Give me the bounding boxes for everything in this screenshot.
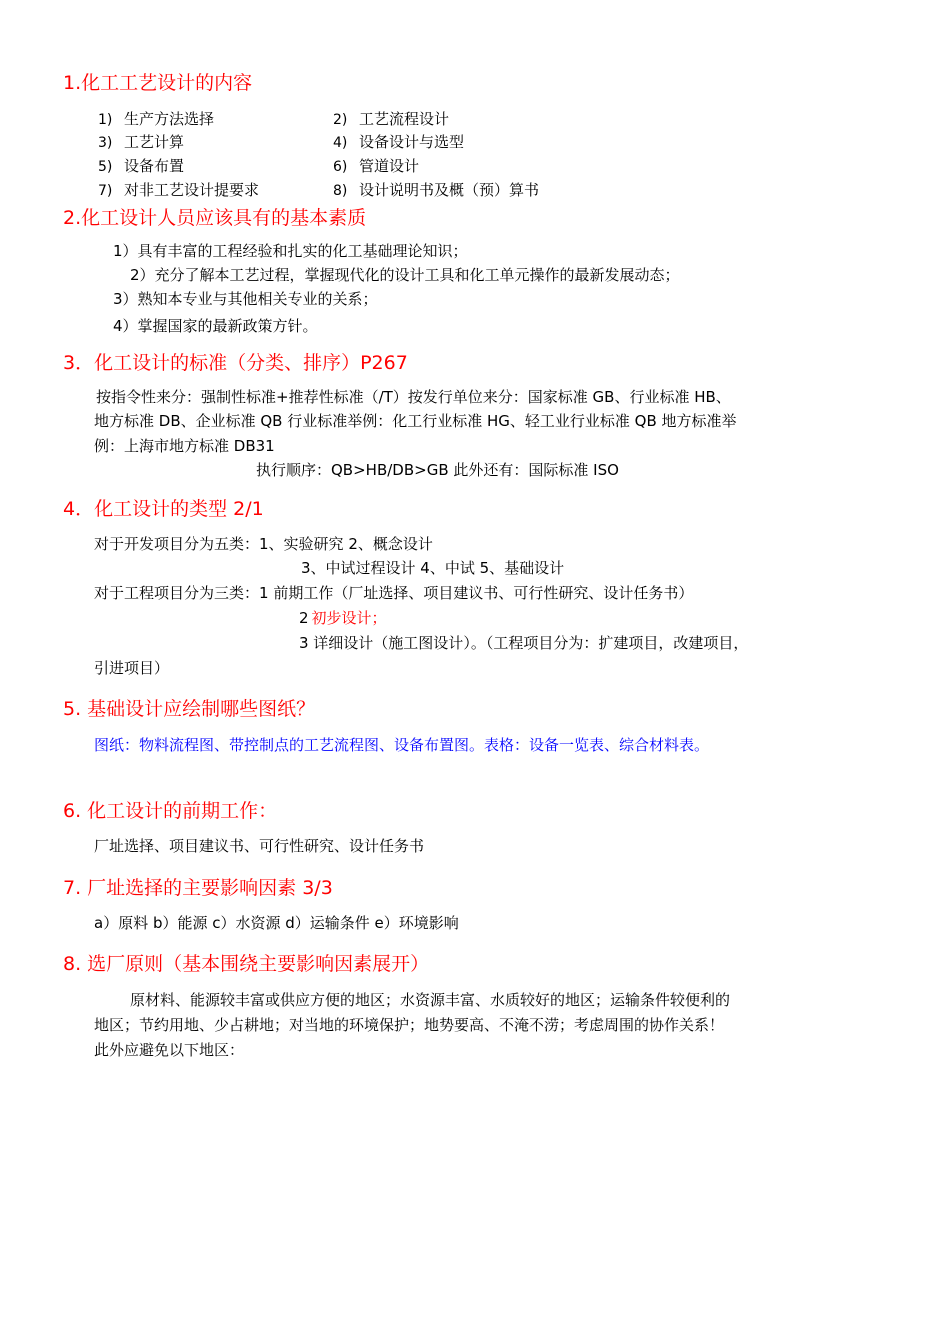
paragraph-line: 4）掌握国家的最新政策方针。 (113, 317, 318, 335)
section-3-title: 3．化工设计的标准（分类、排序）P267 (63, 352, 408, 374)
section-2-title: 2.化工设计人员应该具有的基本素质 (63, 207, 367, 229)
paragraph-line: 引进项目） (94, 659, 170, 677)
paragraph-line: 此外应避免以下地区： (94, 1041, 245, 1059)
section-4-title: 4．化工设计的类型 2/1 (63, 498, 264, 520)
paragraph-line: 对于工程项目分为三类：1 前期工作（厂址选择、项目建议书、可行性研究、设计任务书） (94, 584, 694, 602)
item-text: 对非工艺设计提要求 (124, 181, 260, 199)
paragraph-line: 地方标准 DB、企业标准 QB 行业标准举例：化工行业标准 HG、轻工业行业标准 QB 地方标准举 (94, 412, 737, 430)
item-text: 生产方法选择 (124, 110, 215, 128)
list-item (333, 180, 539, 201)
item-number: 7) (98, 183, 113, 199)
item-text: 设备布置 (124, 157, 185, 175)
paragraph-line: 对于开发项目分为五类：1、实验研究 2、概念设计 (94, 535, 433, 553)
paragraph-line: 地区；节约用地、少占耕地；对当地的环境保护；地势要高、不淹不涝；考虑周围的协作关系！ (94, 1016, 725, 1034)
paragraph-line: 3、中试过程设计 4、中试 5、基础设计 (301, 559, 565, 577)
item-text: 设计说明书及概（预）算书 (359, 181, 540, 199)
item-number: 3) (98, 135, 113, 151)
answer-text: a）原料 b）能源 c）水资源 d）运输条件 e）环境影响 (94, 914, 459, 932)
paragraph-line: 按指令性来分：强制性标准+推荐性标准（/T）按发行单位来分：国家标准 GB、行业标准 HB、 (96, 388, 731, 406)
section-7-title: 7. 厂址选择的主要影响因素 3/3 (63, 877, 333, 899)
section-1-title: 1.化工工艺设计的内容 (63, 72, 253, 94)
list-item (98, 109, 214, 130)
list-item (333, 156, 419, 177)
paragraph-line: 例：上海市地方标准 DB31 (94, 437, 275, 455)
section-5-title: 5. 基础设计应绘制哪些图纸？ (63, 698, 316, 720)
item-number: 2) (333, 112, 348, 128)
item-number: 8) (333, 183, 348, 199)
list-item (333, 109, 449, 130)
list-item (98, 156, 184, 177)
paragraph-line: 2）充分了解本工艺过程，掌握现代化的设计工具和化工单元操作的最新发展动态； (130, 266, 680, 284)
item-number: 2 (299, 609, 309, 627)
paragraph-line: 原材料、能源较丰富或供应方便的地区；水资源丰富、水质较好的地区；运输条件较便利的 (130, 991, 731, 1009)
item-number: 4) (333, 135, 348, 151)
item-number: 5) (98, 159, 113, 175)
item-text: 工艺计算 (124, 133, 185, 151)
item-text: 设备设计与选型 (359, 133, 465, 151)
item-number: 1) (98, 112, 113, 128)
list-item (98, 132, 184, 153)
highlight-text: 初步设计； (311, 609, 387, 627)
item-text: 管道设计 (359, 157, 420, 175)
section-6-title: 6. 化工设计的前期工作： (63, 800, 278, 822)
list-item (333, 132, 464, 153)
paragraph-line: 3）熟知本专业与其他相关专业的关系； (113, 290, 378, 308)
section-8-title: 8. 选厂原则（基本围绕主要影响因素展开） (63, 953, 430, 975)
paragraph-line: 3 详细设计（施工图设计）。（工程项目分为：扩建项目，改建项目， (299, 634, 749, 652)
paragraph-line: 1）具有丰富的工程经验和扎实的化工基础理论知识； (113, 242, 468, 260)
paragraph-line (299, 608, 387, 628)
item-number: 6) (333, 159, 348, 175)
paragraph-line: 执行顺序：QB>HB/DB>GB 此外还有：国际标准 ISO (256, 461, 619, 479)
item-text: 工艺流程设计 (359, 110, 450, 128)
answer-text: 厂址选择、项目建议书、可行性研究、设计任务书 (94, 837, 425, 855)
answer-text: 图纸：物料流程图、带控制点的工艺流程图、设备布置图。表格：设备一览表、综合材料表。 (94, 736, 710, 754)
list-item (98, 180, 259, 201)
